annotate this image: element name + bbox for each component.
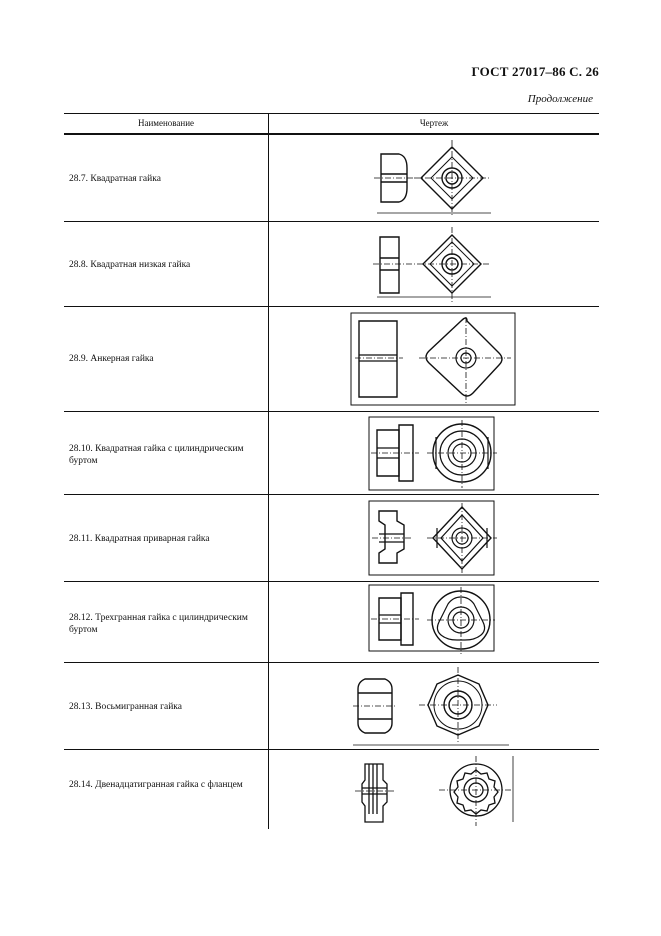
column-header-name: Наименование <box>137 118 195 128</box>
anchor-nut-drawing <box>269 307 599 411</box>
row-label-28-13: 28.13. Восьмигранная гайка <box>69 702 182 712</box>
octagonal-nut-drawing <box>269 663 599 749</box>
triangular-collar-nut-drawing <box>269 582 599 662</box>
low-square-nut-drawing <box>269 222 599 306</box>
continuation-label: Продолжение <box>527 93 593 105</box>
table-header-rule <box>64 133 599 135</box>
square-weld-nut-drawing <box>269 495 599 581</box>
square-collar-nut-drawing <box>269 412 599 494</box>
twelve-point-flange-nut-drawing <box>269 750 599 830</box>
square-nut-drawing <box>269 136 599 220</box>
row-label-28-14: 28.14. Двенадцатигранная гайка с фланцем <box>69 780 243 790</box>
column-header-drawing: Чертеж <box>419 118 449 128</box>
row-label-28-9: 28.9. Анкерная гайка <box>69 354 154 364</box>
row-label-28-11: 28.11. Квадратная приварная гайка <box>69 534 210 544</box>
row-label-28-7: 28.7. Квадратная гайка <box>69 174 161 184</box>
row-label-28-10: 28.10. Квадратная гайка с цилиндрическим буртом <box>69 444 244 466</box>
table-top-rule <box>64 113 599 114</box>
row-label-28-12: 28.12. Трехгранная гайка с цилиндрическим буртом <box>69 613 248 635</box>
row-label-28-8: 28.8. Квадратная низкая гайка <box>69 260 191 270</box>
document-header: ГОСТ 27017–86 С. 26 <box>471 64 599 79</box>
